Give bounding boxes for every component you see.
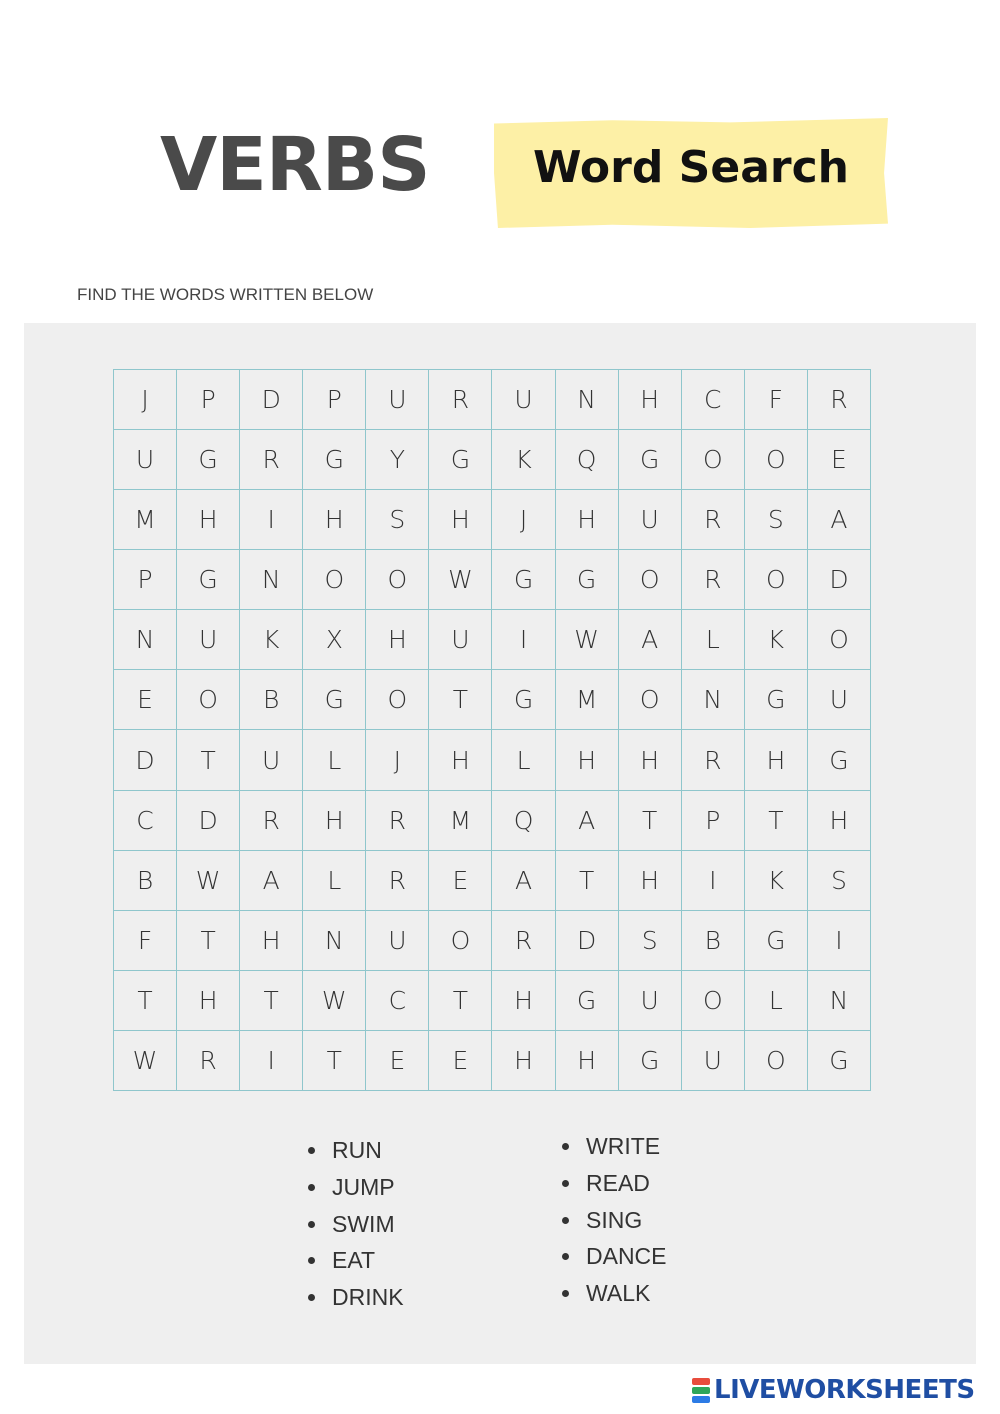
grid-cell[interactable]: U (366, 911, 429, 971)
grid-cell[interactable]: O (619, 550, 682, 610)
grid-cell[interactable]: H (556, 490, 619, 550)
grid-cell[interactable]: O (366, 670, 429, 730)
grid-cell[interactable]: U (619, 971, 682, 1031)
grid-cell[interactable]: D (240, 370, 303, 430)
grid-cell[interactable]: D (808, 550, 871, 610)
grid-cell[interactable]: R (177, 1031, 240, 1091)
grid-cell[interactable]: A (556, 791, 619, 851)
grid-cell[interactable]: K (240, 610, 303, 670)
grid-cell[interactable]: E (429, 851, 492, 911)
grid-cell[interactable]: H (177, 490, 240, 550)
grid-cell[interactable]: G (303, 430, 366, 490)
grid-cell[interactable]: L (492, 730, 555, 790)
grid-cell[interactable]: H (808, 791, 871, 851)
grid-cell[interactable]: L (682, 610, 745, 670)
grid-cell[interactable]: I (682, 851, 745, 911)
grid-cell[interactable]: H (177, 971, 240, 1031)
grid-cell[interactable]: H (303, 490, 366, 550)
grid-cell[interactable]: D (114, 730, 177, 790)
grid-cell[interactable]: J (366, 730, 429, 790)
grid-cell[interactable]: G (745, 670, 808, 730)
grid-cell[interactable]: O (808, 610, 871, 670)
grid-cell[interactable]: L (745, 971, 808, 1031)
grid-cell[interactable]: B (114, 851, 177, 911)
grid-cell[interactable]: U (682, 1031, 745, 1091)
grid-cell[interactable]: I (808, 911, 871, 971)
grid-cell[interactable]: S (619, 911, 682, 971)
grid-cell[interactable]: S (808, 851, 871, 911)
grid-cell[interactable]: G (492, 550, 555, 610)
grid-cell[interactable]: P (682, 791, 745, 851)
grid-cell[interactable]: U (114, 430, 177, 490)
grid-cell[interactable]: W (177, 851, 240, 911)
grid-cell[interactable]: E (808, 430, 871, 490)
grid-cell[interactable]: D (556, 911, 619, 971)
grid-cell[interactable]: G (745, 911, 808, 971)
grid-cell[interactable]: U (429, 610, 492, 670)
grid-cell[interactable]: K (745, 610, 808, 670)
grid-cell[interactable]: A (619, 610, 682, 670)
grid-cell[interactable]: U (366, 370, 429, 430)
word-search-grid (113, 369, 871, 1091)
grid-cell[interactable]: G (556, 971, 619, 1031)
word-list-item: SWIM (306, 1206, 404, 1243)
grid-cell[interactable]: N (808, 971, 871, 1031)
grid-cell[interactable]: L (303, 851, 366, 911)
grid-cell[interactable]: E (429, 1031, 492, 1091)
grid-cell[interactable]: P (177, 370, 240, 430)
word-list-item: JUMP (306, 1169, 404, 1206)
page-title: VERBS (160, 122, 430, 208)
grid-cell[interactable]: P (114, 550, 177, 610)
grid-cell[interactable]: J (114, 370, 177, 430)
grid-cell[interactable]: N (240, 550, 303, 610)
grid-cell[interactable]: R (682, 490, 745, 550)
grid-cell[interactable]: R (366, 851, 429, 911)
grid-cell[interactable]: H (556, 1031, 619, 1091)
grid-cell[interactable]: F (745, 370, 808, 430)
word-list-item: RUN (306, 1132, 404, 1169)
grid-cell[interactable]: H (619, 730, 682, 790)
grid-cell[interactable]: G (177, 550, 240, 610)
grid-cell[interactable]: N (682, 670, 745, 730)
grid-cell[interactable]: W (303, 971, 366, 1031)
grid-cell[interactable]: G (429, 430, 492, 490)
grid-cell[interactable]: R (240, 791, 303, 851)
subtitle: Word Search (532, 142, 850, 193)
grid-cell[interactable]: H (429, 490, 492, 550)
grid-cell[interactable]: G (619, 430, 682, 490)
grid-cell[interactable]: O (303, 550, 366, 610)
grid-cell[interactable]: N (556, 370, 619, 430)
grid-cell[interactable]: S (366, 490, 429, 550)
grid-cell[interactable]: B (682, 911, 745, 971)
grid-cell[interactable]: G (303, 670, 366, 730)
grid-cell[interactable]: U (177, 610, 240, 670)
grid-cell[interactable]: I (240, 1031, 303, 1091)
word-list-item: SING (560, 1202, 667, 1239)
grid-cell[interactable]: R (682, 730, 745, 790)
grid-cell[interactable]: H (366, 610, 429, 670)
grid-cell[interactable]: O (429, 911, 492, 971)
brand-name: LIVEWORKSHEETS (714, 1375, 975, 1405)
grid-cell[interactable]: E (366, 1031, 429, 1091)
grid-cell[interactable]: R (808, 370, 871, 430)
grid-cell[interactable]: T (303, 1031, 366, 1091)
grid-cell[interactable]: C (682, 370, 745, 430)
grid-cell[interactable]: K (745, 851, 808, 911)
grid-cell[interactable]: O (619, 670, 682, 730)
grid-cell[interactable]: W (556, 610, 619, 670)
grid-cell[interactable]: G (492, 670, 555, 730)
brand-stack-icon (692, 1378, 710, 1403)
word-list-item: READ (560, 1165, 667, 1202)
grid-cell[interactable]: K (492, 430, 555, 490)
grid-cell[interactable]: T (619, 791, 682, 851)
grid-cell[interactable]: R (240, 430, 303, 490)
grid-cell[interactable]: T (240, 971, 303, 1031)
grid-cell[interactable]: D (177, 791, 240, 851)
grid-cell[interactable]: O (745, 550, 808, 610)
grid-cell[interactable]: B (240, 670, 303, 730)
grid-cell[interactable]: G (556, 550, 619, 610)
grid-cell[interactable]: O (745, 1031, 808, 1091)
grid-cell[interactable]: A (492, 851, 555, 911)
grid-cell[interactable]: H (745, 730, 808, 790)
grid-cell[interactable]: I (240, 490, 303, 550)
grid-cell[interactable]: T (177, 911, 240, 971)
word-list-item: WRITE (560, 1128, 667, 1165)
grid-cell[interactable]: N (303, 911, 366, 971)
grid-cell[interactable]: R (682, 550, 745, 610)
grid-cell[interactable]: M (556, 670, 619, 730)
grid-cell[interactable]: O (682, 971, 745, 1031)
brand-logo[interactable] (692, 1375, 975, 1405)
grid-cell[interactable]: Y (366, 430, 429, 490)
grid-cell[interactable]: U (808, 670, 871, 730)
grid-cell[interactable]: X (303, 610, 366, 670)
grid-cell[interactable]: H (492, 971, 555, 1031)
grid-cell[interactable]: H (240, 911, 303, 971)
grid-cell[interactable]: A (240, 851, 303, 911)
grid-cell[interactable]: C (366, 971, 429, 1031)
grid-cell[interactable]: M (429, 791, 492, 851)
grid-cell[interactable]: H (429, 730, 492, 790)
grid-cell[interactable]: H (619, 370, 682, 430)
grid-cell[interactable]: S (745, 490, 808, 550)
grid-cell[interactable]: A (808, 490, 871, 550)
grid-cell[interactable]: P (303, 370, 366, 430)
grid-cell[interactable]: Q (492, 791, 555, 851)
grid-cell[interactable]: L (303, 730, 366, 790)
grid-cell[interactable]: G (619, 1031, 682, 1091)
word-list-item: DRINK (306, 1279, 404, 1316)
grid-cell[interactable]: H (492, 1031, 555, 1091)
grid-cell[interactable]: W (429, 550, 492, 610)
grid-cell[interactable]: J (492, 490, 555, 550)
grid-cell[interactable]: G (808, 1031, 871, 1091)
grid-cell[interactable]: O (745, 430, 808, 490)
grid-cell[interactable]: T (177, 730, 240, 790)
grid-cell[interactable]: R (429, 370, 492, 430)
word-list-left (306, 1132, 404, 1316)
grid-cell[interactable]: T (556, 851, 619, 911)
grid-cell[interactable]: T (114, 971, 177, 1031)
grid-cell[interactable]: U (492, 370, 555, 430)
instruction-text: FIND THE WORDS WRITTEN BELOW (77, 285, 374, 304)
grid-cell[interactable]: T (429, 971, 492, 1031)
grid-cell[interactable]: T (745, 791, 808, 851)
word-list-right (560, 1128, 667, 1312)
grid-cell[interactable]: M (114, 490, 177, 550)
grid-cell[interactable]: G (808, 730, 871, 790)
grid-cell[interactable]: Q (556, 430, 619, 490)
grid-cell[interactable]: O (177, 670, 240, 730)
grid-cell[interactable]: F (114, 911, 177, 971)
grid-cell[interactable]: O (682, 430, 745, 490)
grid-cell[interactable]: H (619, 851, 682, 911)
grid-cell[interactable]: O (366, 550, 429, 610)
grid-cell[interactable]: C (114, 791, 177, 851)
grid-cell[interactable]: H (303, 791, 366, 851)
word-list-item: EAT (306, 1242, 404, 1279)
grid-cell[interactable]: W (114, 1031, 177, 1091)
grid-cell[interactable]: U (240, 730, 303, 790)
grid-cell[interactable]: E (114, 670, 177, 730)
grid-cell[interactable]: N (114, 610, 177, 670)
grid-cell[interactable]: U (619, 490, 682, 550)
grid-cell[interactable]: G (177, 430, 240, 490)
grid-cell[interactable]: I (492, 610, 555, 670)
grid-cell[interactable]: R (492, 911, 555, 971)
grid-cell[interactable]: T (429, 670, 492, 730)
grid-cell[interactable]: R (366, 791, 429, 851)
grid-cell[interactable]: H (556, 730, 619, 790)
word-list-item: DANCE (560, 1238, 667, 1275)
word-list-item: WALK (560, 1275, 667, 1312)
